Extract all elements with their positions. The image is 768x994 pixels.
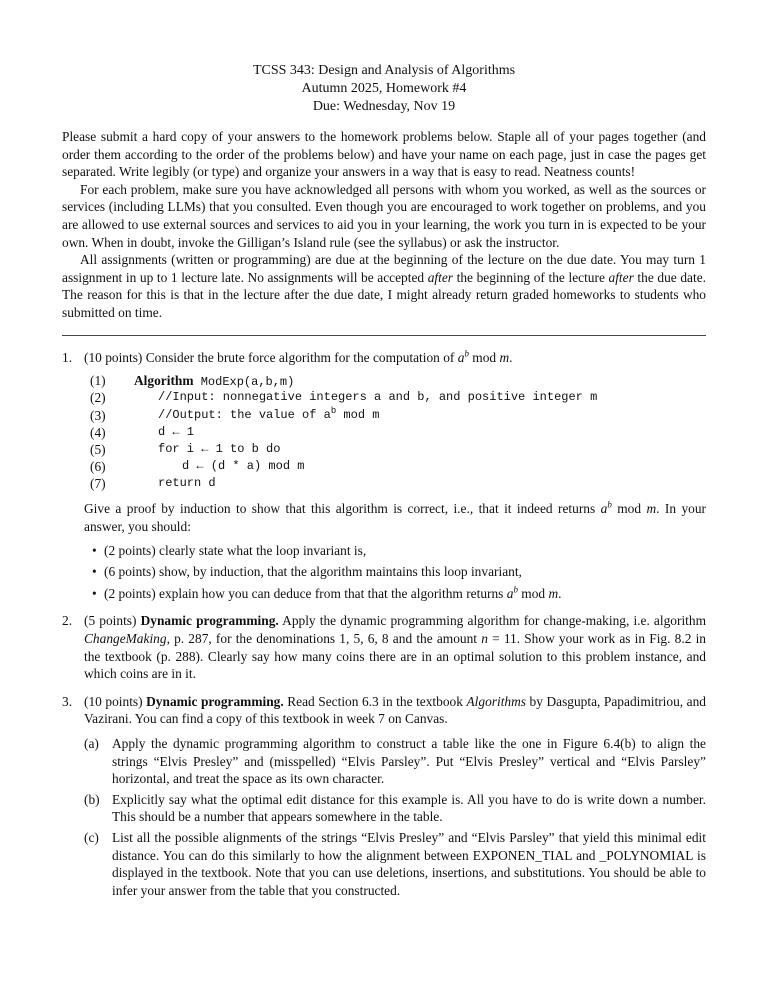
document-page <box>62 62 706 909</box>
document-header <box>62 62 706 116</box>
code-line: (2) //Input: nonnegative integers a and b, and positive integer m <box>90 390 598 406</box>
subpart-a: (a) Apply the dynamic programming algorithm to construct a table like the one in Figure 6.4(b) to align the strings “Elvis Presley” and (misspelled) “Elvis Parsley”. Put “Elvis Presley” vertical and “Elvis Parsley” horizontal, and treat the space as its own character. <box>84 735 706 787</box>
code-line: (3) //Output: the value of $a^b$ mod m <box>90 405 380 423</box>
problem-3 <box>62 693 706 900</box>
section-divider <box>62 335 706 336</box>
problem-1-intro: (10 points) Consider the brute force algorithm for the computation of $a^b$ mod m. <box>84 348 513 365</box>
problem-3-subparts <box>84 735 706 899</box>
problem-1-bullets <box>84 542 706 603</box>
algorithm-listing <box>84 372 706 492</box>
intro-paragraph-2: For each problem, make sure you have acknowledged all persons with whom you worked, as well as the sources or services (including LLMs) that you consulted. Even though you are encouraged to work together on problems, and you are allowed to use external sources and services to aid you in your learning, the work you turn in is expected to be your own. When in doubt, invoke the Gilligan’s Island rule (see the syllabus) or ask the instructor. <box>62 181 706 250</box>
problem-3-text: (10 points) Dynamic programming. Read Section 6.3 in the textbook Algorithms by Dasgupta, Papadimitriou, and Vazirani. You can find a copy of this textbook in week 7 on Canvas. <box>84 693 706 727</box>
list-item: • (2 points) clearly state what the loop invariant is, <box>92 542 706 560</box>
problem-1-instructions: Give a proof by induction to show that this algorithm is correct, i.e., that it indeed returns $a^b$ mod m. In your answer, you should: <box>84 499 706 535</box>
subpart-b: (b) Explicitly say what the optimal edit distance for this example is. All you have to do is write down a number. This should be a number that appears somewhere in the table. <box>84 791 706 825</box>
problem-2-text: (5 points) Dynamic programming. Apply the dynamic programming algorithm for change-making, i.e. algorithm ChangeMaking, p. 287, for the denominations 1, 5, 6, 8 and the amount n = 11. Show your work as in Fig. 8.2 in the textbook (p. 288). Clearly say how many coins there are in an optimal solution to this problem instance, and which coins are in it. <box>84 613 707 682</box>
problem-2 <box>62 612 706 682</box>
code-line: (7) return d <box>90 476 216 492</box>
code-line: (6) d ← (d * a) mod m <box>90 459 305 475</box>
term-line: Autumn 2025, Homework #4 <box>301 81 467 96</box>
code-line: (1) Algorithm ModExp(a,b,m) <box>90 373 295 390</box>
list-item: • (6 points) show, by induction, that the algorithm maintains this loop invariant, <box>92 563 706 581</box>
due-date: Due: Wednesday, Nov 19 <box>312 99 456 114</box>
intro-paragraph-1: Please submit a hard copy of your answers to the homework problems below. Staple all of your pages together (and order them according to the order of the problems below) and have your name on each page, just in case the pages get separated. Write legibly (or type) and organize your answers in a way that is easy to read. Neatness counts! <box>62 129 706 180</box>
problem-number: 2. <box>62 613 73 629</box>
code-line: (4) d ← 1 <box>90 424 195 440</box>
list-item: • (2 points) explain how you can deduce from that that the algorithm returns $a^b$ mod m. <box>92 585 706 603</box>
problem-number: 1. <box>62 349 73 365</box>
code-line: (5) for i ← 1 to b do <box>90 441 281 457</box>
subpart-c: (c) List all the possible alignments of the strings “Elvis Presley” and “Elvis Parsley” that yield this minimal edit distance. You can do this similarly to how the alignment between EXPONEN_TIAL and _POLYNOMIAL is displayed in the textbook. Note that you can use deletions, insertions, and substitutions. You should be able to infer your answer from the table that you constructed. <box>84 829 706 898</box>
problem-number: 3. <box>62 693 73 709</box>
course-title: TCSS 343: Design and Analysis of Algorithms <box>252 63 516 78</box>
problem-1 <box>62 349 706 603</box>
intro-paragraph-3: All assignments (written or programming) are due at the beginning of the lecture on the due date. You may turn 1 assignment in up to 1 lecture late. No assignments will be accepted after the beginning of the lecture after the due date. The reason for this is that in the lecture after the due date, I might already return graded homeworks to students who submitted on time. <box>62 252 706 320</box>
